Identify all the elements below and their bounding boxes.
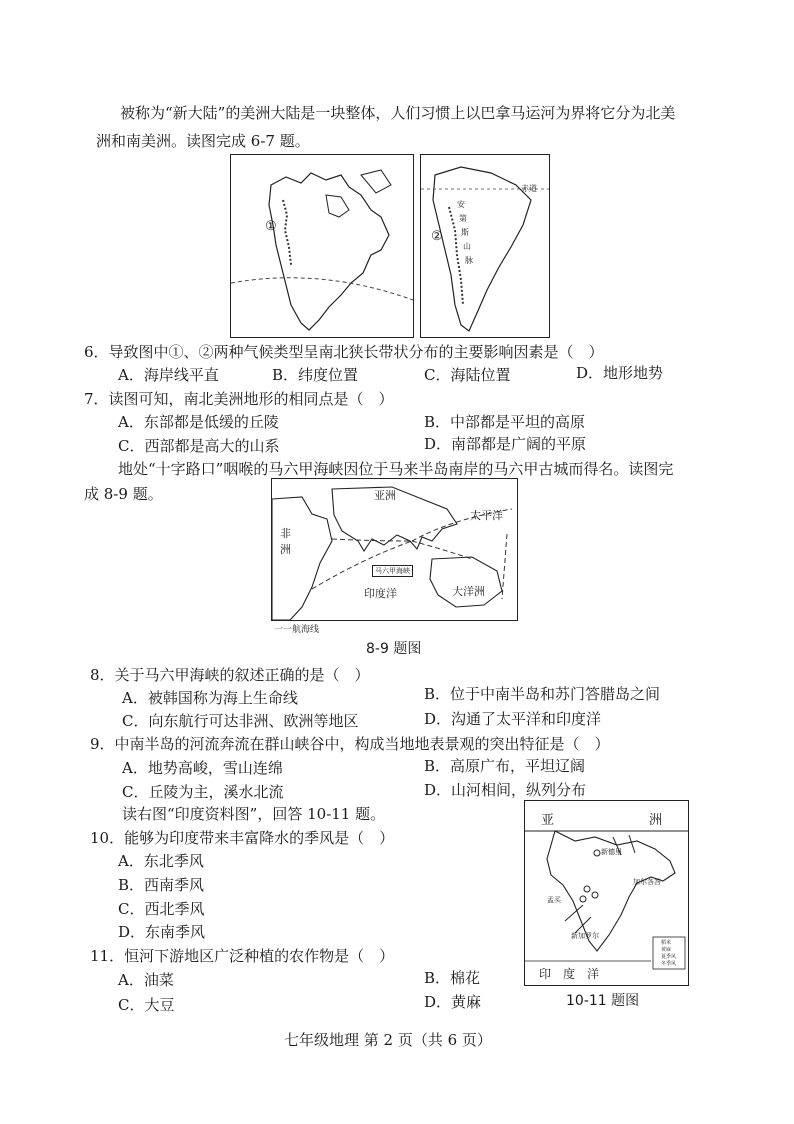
map-label-africa-1: 非	[280, 527, 291, 540]
q8-option-d: D．沟通了太平洋和印度洋	[424, 710, 602, 728]
north-america-map	[230, 154, 414, 338]
q9-option-d: D．山河相间，纵列分布	[424, 781, 587, 799]
q10-option-d: D．东南季风	[118, 923, 206, 941]
india-map	[524, 800, 689, 986]
q7-stem: 7．读图可知，南北美洲地形的相同点是（ ）	[84, 390, 394, 408]
label-chennai: 新加罗尔	[571, 932, 599, 940]
map-label-africa-2: 洲	[280, 543, 291, 556]
q11-option-a: A．油菜	[118, 971, 174, 989]
intro-2-line-2: 成 8-9 题。	[84, 485, 163, 503]
q7-option-b: B．中部都是平坦的高原	[424, 413, 586, 431]
intro-3: 读右图“印度资料图”，回答 10-11 题。	[122, 805, 386, 823]
q9-option-c: C．丘陵为主，溪水北流	[122, 783, 284, 801]
page-footer: 七年级地理 第 2 页（共 6 页）	[284, 1031, 492, 1049]
q11-option-b: B．棉花	[424, 969, 481, 987]
legend-item-jute: 黄麻	[661, 947, 672, 953]
q10-option-b: B．西南季风	[118, 876, 205, 894]
q10-option-a: A．东北季风	[118, 852, 204, 870]
q6-option-c: C．海陆位置	[424, 366, 511, 384]
q7-option-d: D．南部都是广阔的平原	[424, 435, 587, 453]
marker-1: ①	[265, 219, 277, 234]
q9-stem: 9．中南半岛的河流奔流在群山峡谷中，构成当地地表景观的突出特征是（ ）	[90, 735, 610, 753]
map-label-indian-ocean: 印度洋	[364, 587, 397, 600]
q10-option-c: C．西北季风	[118, 900, 205, 918]
label-new-delhi: 新德里	[601, 848, 622, 856]
q9-option-a: A．地势高峻，雪山连绵	[122, 759, 283, 777]
label-mumbai: 孟买	[547, 896, 561, 904]
andes-char-4: 山	[463, 242, 471, 251]
q9-option-b: B．高原广布，平坦辽阔	[424, 757, 586, 775]
q11-option-d: D．黄麻	[424, 993, 482, 1011]
india-map-asia-2: 洲	[649, 813, 663, 828]
q7-option-a: A．东部都是低缓的丘陵	[118, 413, 279, 431]
q6-option-b: B．纬度位置	[272, 366, 359, 384]
south-america-map	[420, 154, 550, 338]
map-label-asia: 亚洲	[374, 489, 396, 502]
andes-char-3: 斯	[461, 228, 469, 237]
map-label-oceania: 大洋洲	[452, 585, 485, 598]
malacca-map	[271, 478, 518, 621]
malacca-map-caption: 8-9 题图	[366, 641, 422, 657]
legend-item-rice: 稻米	[661, 940, 672, 946]
q8-stem: 8．关于马六甲海峡的叙述正确的是（ ）	[90, 666, 370, 684]
intro-1-line-1: 被称为“新大陆”的美洲大陆是一块整体，人们习惯上以巴拿马运河为界将它分为北美	[120, 104, 676, 122]
malacca-map-legend: 一一航海线	[274, 625, 320, 635]
andes-char-2: 第	[459, 214, 467, 223]
marker-2: ②	[431, 229, 443, 244]
india-map-asia-1: 亚	[541, 813, 555, 828]
q8-option-c: C．向东航行可达非洲、欧洲等地区	[122, 712, 359, 730]
q11-stem: 11．恒河下游地区广泛种植的农作物是（ ）	[90, 947, 395, 965]
label-kolkata: 加尔各答	[633, 878, 661, 886]
legend-item-summer-monsoon: 夏季风	[661, 954, 677, 960]
q6-stem: 6．导致图中①、②两种气候类型呈南北狭长带状分布的主要影响因素是（ ）	[84, 343, 604, 361]
q6-option-a: A．海岸线平直	[118, 366, 219, 384]
legend-item-winter-monsoon: 冬季风	[661, 961, 677, 967]
intro-1-line-2: 洲和南美洲。读图完成 6-7 题。	[96, 132, 310, 150]
q10-stem: 10．能够为印度带来丰富降水的季风是（ ）	[90, 829, 395, 847]
intro-2-line-1: 地处“十字路口”咽喉的马六甲海峡因位于马来半岛南岸的马六甲古城而得名。读图完	[118, 460, 674, 478]
q7-option-c: C．西部都是高大的山系	[118, 437, 280, 455]
map-label-pacific: 太平洋	[470, 509, 503, 522]
q6-option-d: D．地形地势	[576, 364, 664, 382]
india-map-caption: 10-11 题图	[566, 993, 640, 1009]
equator-label: 赤道	[521, 184, 537, 193]
label-indian-ocean: 印 度 洋	[539, 967, 600, 981]
q8-option-b: B．位于中南半岛和苏门答腊岛之间	[424, 685, 661, 703]
q8-option-a: A．被韩国称为海上生命线	[122, 689, 298, 707]
andes-char-5: 脉	[465, 256, 473, 265]
andes-char-1: 安	[457, 200, 465, 209]
q11-option-c: C．大豆	[118, 996, 175, 1014]
map-label-malacca-strait: 马六甲海峡	[372, 565, 413, 577]
